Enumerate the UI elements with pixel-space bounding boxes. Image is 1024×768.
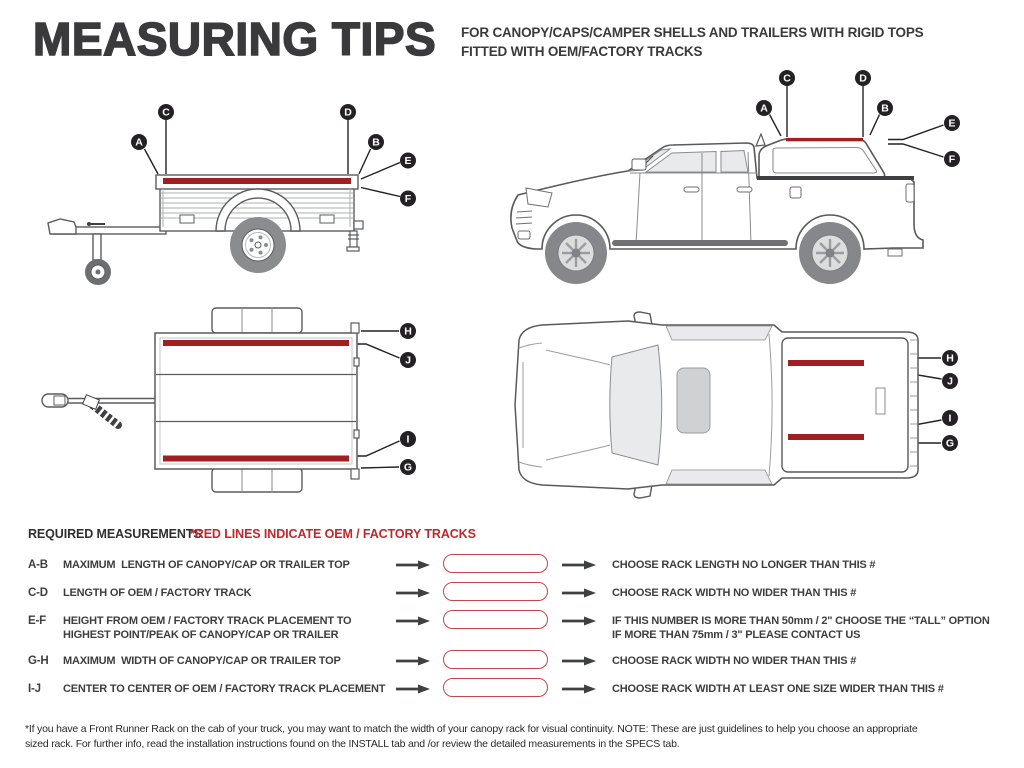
callout-h — [400, 323, 416, 339]
callout-f — [400, 191, 416, 207]
svg-text:E: E — [404, 155, 412, 168]
svg-text:E: E — [948, 117, 956, 130]
svg-text:B: B — [372, 136, 380, 149]
door-handle — [737, 187, 752, 192]
taillight — [906, 184, 914, 202]
measurement-code: I-J — [28, 683, 41, 695]
measurement-instruction: CHOOSE RACK WIDTH NO WIDER THAN THIS # — [612, 655, 857, 667]
measurement-instruction: IF THIS NUMBER IS MORE THAN 50mm / 2" CHOOSE THE “TALL” OPTION IF MORE THAN 75mm / 3" PLEASE CONTACT US — [612, 615, 990, 641]
fuel-door — [790, 187, 801, 198]
measurement-input-pill — [443, 582, 548, 601]
callout-f — [944, 151, 960, 167]
measurement-description: MAXIMUM LENGTH OF CANOPY/CAP OR TRAILER TOP — [63, 559, 350, 571]
svg-text:F: F — [404, 193, 412, 206]
measurement-code: G-H — [28, 655, 49, 667]
svg-text:C: C — [162, 106, 170, 119]
windshield — [610, 345, 662, 465]
measurement-code: C-D — [28, 587, 48, 599]
arrow-right-icon — [562, 656, 596, 666]
truck-side-view-diagram — [490, 60, 1010, 300]
oem-track-line — [163, 178, 351, 184]
side-mirror — [632, 159, 646, 170]
arrow-right-icon — [396, 656, 430, 666]
svg-text:B: B — [881, 102, 889, 115]
callout-i — [400, 431, 416, 447]
trailer-tub — [155, 333, 357, 469]
rear-door-window — [721, 151, 748, 173]
callout-e — [400, 153, 416, 169]
callout-a — [131, 134, 147, 150]
arrow-right-icon — [396, 616, 430, 626]
truck-top-body — [515, 312, 918, 498]
callout-j — [400, 352, 416, 368]
measurement-description: HEIGHT FROM OEM / FACTORY TRACK PLACEMENT TO HIGHEST POINT/PEAK OF CANOPY/CAP OR TRAILER — [63, 615, 352, 641]
arrow-right-icon — [562, 588, 596, 598]
canopy-roof — [782, 338, 908, 472]
measurement-input-pill — [443, 610, 548, 629]
oem-track-line — [163, 456, 349, 462]
tow-hitch — [888, 249, 902, 256]
callout-e — [944, 115, 960, 131]
arrow-right-icon — [396, 560, 430, 570]
antenna-fin — [756, 134, 765, 146]
svg-text:J: J — [947, 375, 953, 388]
measurement-input-pill — [443, 554, 548, 573]
svg-text:F: F — [948, 153, 956, 166]
svg-text:I: I — [406, 433, 410, 446]
measurement-instruction: CHOOSE RACK WIDTH AT LEAST ONE SIZE WIDER THAN THIS # — [612, 683, 944, 695]
callout-b — [368, 134, 384, 150]
measurement-code: A-B — [28, 559, 48, 571]
oem-track-line — [163, 340, 349, 346]
arrow-right-icon — [562, 616, 596, 626]
svg-text:J: J — [405, 354, 411, 367]
callout-g — [400, 459, 416, 475]
measurement-instruction: CHOOSE RACK LENGTH NO LONGER THAN THIS # — [612, 559, 876, 571]
svg-text:D: D — [859, 72, 867, 85]
svg-text:C: C — [783, 72, 791, 85]
page-subtitle: FOR CANOPY/CAPS/CAMPER SHELLS AND TRAILERS WITH RIGID TOPS FITTED WITH OEM/FACTORY TRACKS — [461, 25, 924, 59]
measurement-input-pill — [443, 650, 548, 669]
top-fender — [212, 308, 302, 333]
measurement-description: CENTER TO CENTER OF OEM / FACTORY TRACK PLACEMENT — [63, 683, 386, 695]
trailer-top-body — [42, 308, 359, 492]
trailer-top-view-diagram — [20, 303, 440, 503]
oem-track-line — [786, 138, 863, 141]
required-measurements-label: REQUIRED MEASUREMENTS — [28, 527, 202, 541]
arrow-right-icon — [396, 684, 430, 694]
footnote: *If you have a Front Runner Rack on the cab of your truck, you may want to match the width of your canopy rack for visual continuity. NOTE: These are just guidelines to help you choose an appropriate sized rack. For further info, read the installation instructions found on the INSTALL tab and /or review the detailed measurements in the SPECS tab. — [25, 723, 918, 750]
side-glass — [666, 470, 772, 484]
svg-text:G: G — [945, 437, 955, 450]
callout-d — [340, 104, 356, 120]
measurement-code: E-F — [28, 615, 46, 627]
page-title: MEASURING TIPS — [33, 13, 437, 65]
svg-text:A: A — [135, 136, 143, 149]
red-lines-note: *RED LINES INDICATE OEM / FACTORY TRACKS — [190, 527, 476, 541]
callout-i — [942, 410, 958, 426]
brake-light — [876, 388, 885, 414]
trailer-side-view-diagram — [20, 88, 440, 303]
jockey-wheel — [85, 259, 111, 285]
callout-labels-truck-top — [942, 350, 958, 451]
svg-text:I: I — [948, 412, 952, 425]
trailer-side-body — [48, 175, 363, 285]
bed-rail — [757, 176, 914, 180]
running-board — [612, 240, 788, 246]
measurement-input-pill — [443, 678, 548, 697]
svg-text:H: H — [946, 352, 954, 365]
arrow-right-icon — [562, 684, 596, 694]
bottom-fender — [212, 468, 302, 492]
svg-text:A: A — [760, 102, 768, 115]
measurement-description: MAXIMUM WIDTH OF CANOPY/CAP OR TRAILER TOP — [63, 655, 341, 667]
side-glass — [666, 326, 772, 340]
door-handle — [684, 187, 699, 192]
truck-top-view-diagram — [490, 310, 1010, 500]
sunroof — [677, 368, 710, 433]
callout-g — [942, 435, 958, 451]
callout-a — [756, 100, 772, 116]
svg-text:G: G — [403, 461, 413, 474]
svg-text:H: H — [404, 325, 412, 338]
callout-c — [158, 104, 174, 120]
oem-track-line — [788, 360, 864, 366]
callout-c — [779, 70, 795, 86]
callout-leader-lines — [352, 331, 400, 468]
measurement-description: LENGTH OF OEM / FACTORY TRACK — [63, 587, 252, 599]
canopy-window — [773, 148, 877, 174]
arrow-right-icon — [396, 588, 430, 598]
trailer-wheel — [230, 217, 286, 273]
oem-track-line — [788, 434, 864, 440]
truck-side-body — [511, 134, 923, 284]
callout-labels-trailer-top — [400, 323, 416, 475]
front-wheel — [545, 222, 607, 284]
callout-j — [942, 373, 958, 389]
arrow-right-icon — [562, 560, 596, 570]
callout-b — [877, 100, 893, 116]
callout-h — [942, 350, 958, 366]
drawbar — [42, 394, 155, 425]
rear-wheel — [799, 222, 861, 284]
measurement-instruction: CHOOSE RACK WIDTH NO WIDER THAN THIS # — [612, 587, 857, 599]
svg-text:D: D — [344, 106, 352, 119]
callout-d — [855, 70, 871, 86]
